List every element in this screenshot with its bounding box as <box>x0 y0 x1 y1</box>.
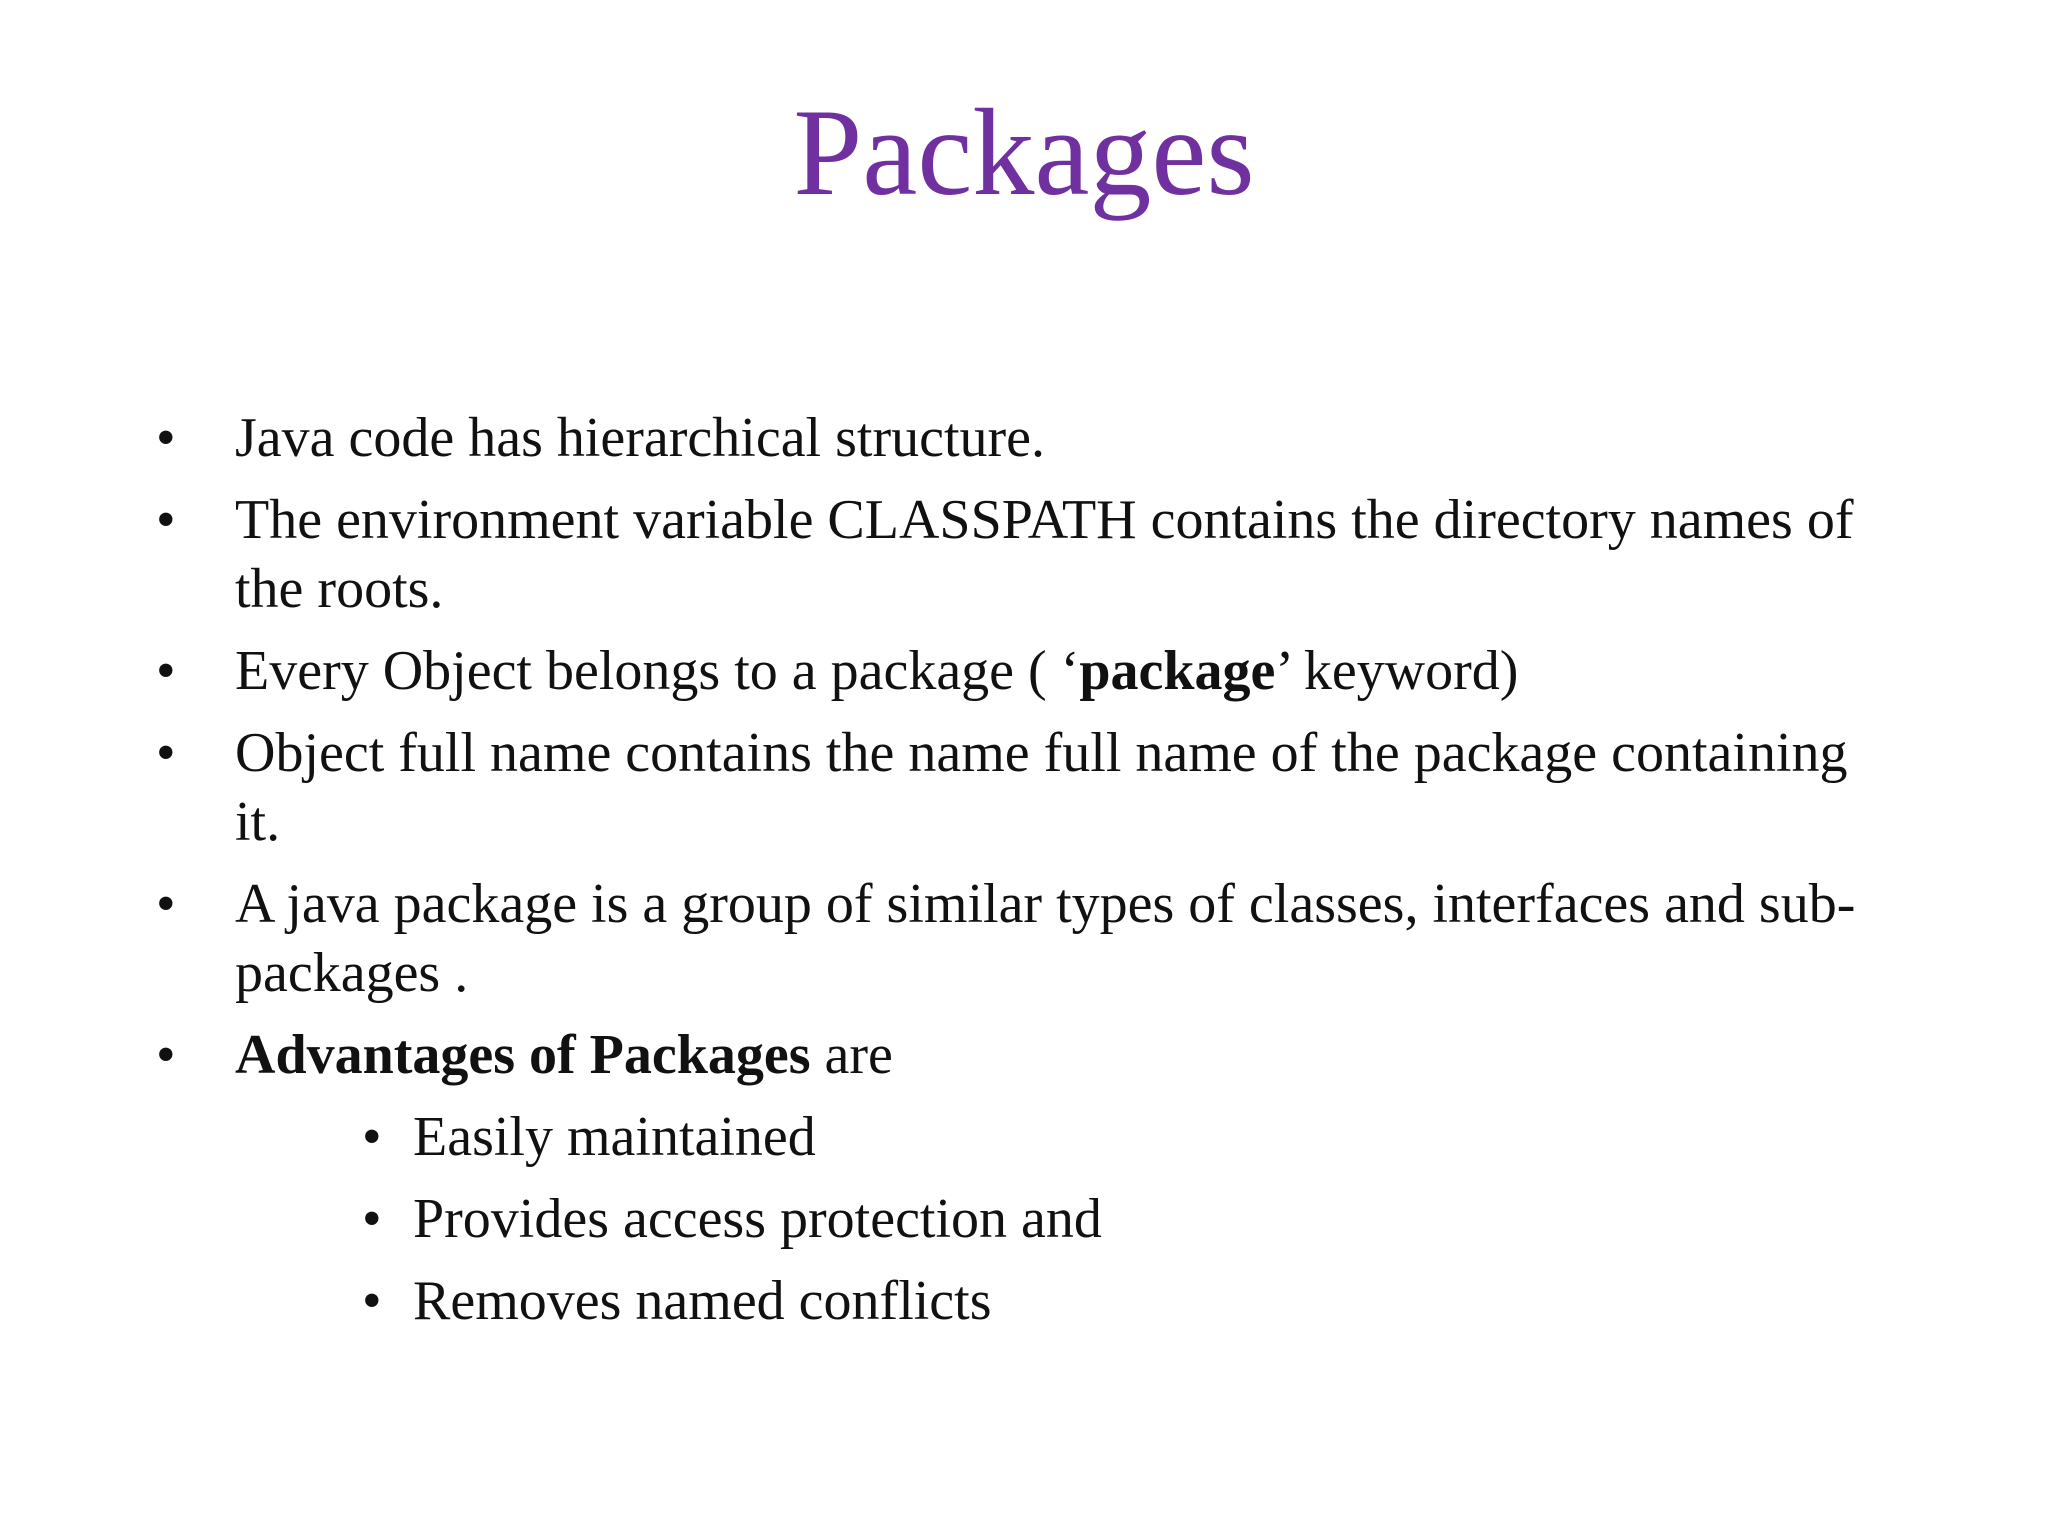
sub-bullet-text: Provides access protection and <box>413 1188 1102 1250</box>
bullet-item <box>0 870 2048 1008</box>
sub-bullet-dot: • <box>362 1270 382 1332</box>
bullet-dot: • <box>156 722 176 784</box>
sub-bullet-dot: • <box>362 1106 382 1168</box>
bullet-text-before: Every Object belongs to a package ( ‘ <box>235 640 1080 702</box>
bullet-text: A java package is a group of similar types of classes, interfaces and sub-packages . <box>235 873 1856 1004</box>
bullet-dot: • <box>156 1024 176 1086</box>
bullet-text: Java code has hierarchical structure. <box>235 407 1046 469</box>
bullet-text-after: are <box>810 1024 893 1086</box>
bullet-item <box>0 404 2048 473</box>
bullet-item <box>0 637 2048 706</box>
bullet-text: Object full name contains the name full name of the package containing it. <box>235 722 1848 853</box>
slide-title: Packages <box>793 84 1255 221</box>
bullet-dot: • <box>156 873 176 935</box>
sub-bullet-text: Removes named conflicts <box>413 1270 992 1332</box>
bullet-item <box>0 1021 2048 1090</box>
advantages-heading: Advantages of Packages <box>235 1024 811 1086</box>
bullet-item <box>0 719 2048 857</box>
bullet-text: The environment variable CLASSPATH contains the directory names of the roots. <box>235 489 1854 620</box>
sub-bullet-item <box>0 1185 2048 1254</box>
sub-bullet-text: Easily maintained <box>413 1106 816 1168</box>
sub-bullet-dot: • <box>362 1188 382 1250</box>
bullet-dot: • <box>156 489 176 551</box>
bullet-item <box>0 486 2048 624</box>
sub-bullet-item <box>0 1103 2048 1172</box>
bullet-list <box>0 404 2048 1349</box>
package-keyword: package <box>1079 640 1276 702</box>
sub-bullet-item <box>0 1267 2048 1336</box>
bullet-dot: • <box>156 640 176 702</box>
bullet-dot: • <box>156 407 176 469</box>
bullet-text-after: ’ keyword) <box>1275 640 1519 702</box>
